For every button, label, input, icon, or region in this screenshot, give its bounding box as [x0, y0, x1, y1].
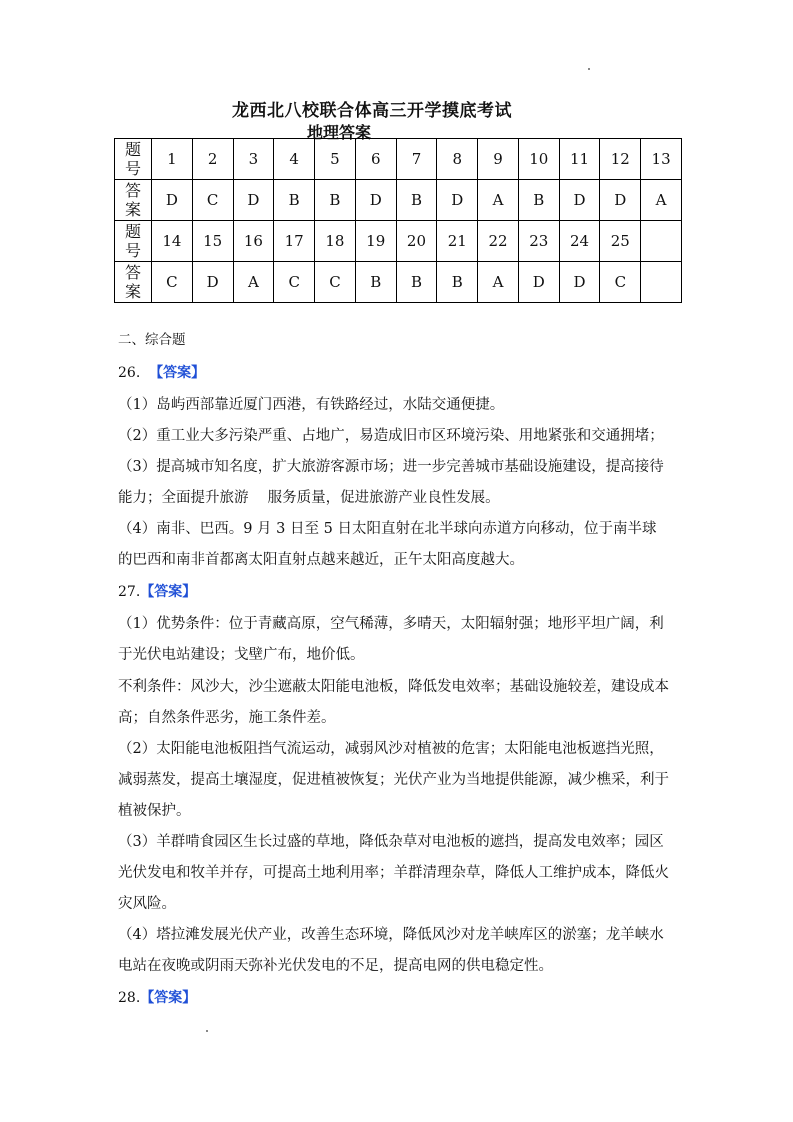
- answer-cell: D: [559, 180, 600, 221]
- answer-line: （3）提高城市知名度，扩大旅游客源市场；进一步完善城市基础设施建设，提高接待: [118, 459, 664, 475]
- question-number-cell: 23: [518, 221, 559, 262]
- answer-cell: B: [437, 262, 478, 303]
- document-title: 龙西北八校联合体高三开学摸底考试: [232, 101, 512, 121]
- question-number-cell: 8: [437, 139, 478, 180]
- answer-line: 光伏发电和牧羊并存，可提高土地利用率；羊群清理杂草，降低人工维护成本，降低火: [118, 865, 669, 881]
- page-speck: [588, 68, 590, 70]
- question-number-cell: 14: [152, 221, 193, 262]
- row-label-question-number: 题 号: [115, 139, 152, 180]
- answer-cell: D: [152, 180, 193, 221]
- question-number-cell: 19: [355, 221, 396, 262]
- question-number-cell: 16: [233, 221, 274, 262]
- answer-cell: C: [274, 262, 315, 303]
- answer-line: （3）羊群啃食园区生长过盛的草地，降低杂草对电池板的遮挡，提高发电效率；园区: [118, 834, 664, 850]
- table-row-question-numbers-1: [115, 139, 682, 180]
- answer-cell: B: [396, 180, 437, 221]
- question-number-cell: 20: [396, 221, 437, 262]
- answer-line: 植被保护。: [118, 803, 191, 819]
- answer-line: 不利条件：风沙大，沙尘遮蔽太阳能电池板，降低发电效率；基础设施较差，建设成本: [118, 679, 669, 695]
- question-number-cell: 13: [641, 139, 682, 180]
- answer-cell: A: [233, 262, 274, 303]
- document-subtitle: 地理答案: [307, 123, 372, 142]
- question-number-cell: 1: [152, 139, 193, 180]
- question-number-cell: 18: [315, 221, 356, 262]
- answer-line: （4）塔拉滩发展光伏产业，改善生态环境，降低风沙对龙羊峡库区的淤塞；龙羊峡水: [118, 927, 664, 943]
- answer-cell: D: [355, 180, 396, 221]
- answer-cell: B: [518, 180, 559, 221]
- question-number-cell: 3: [233, 139, 274, 180]
- row-label-question-number: 题 号: [115, 221, 152, 262]
- answer-cell: C: [315, 262, 356, 303]
- answer-line: 高；自然条件恶劣，施工条件差。: [118, 710, 336, 726]
- answer-cell: A: [478, 180, 519, 221]
- question-number-cell: 21: [437, 221, 478, 262]
- question-number-cell: 5: [315, 139, 356, 180]
- answer-cell: A: [641, 180, 682, 221]
- page-speck: [206, 1030, 208, 1032]
- question-number-cell: 12: [600, 139, 641, 180]
- answer-line: （1）优势条件：位于青藏高原，空气稀薄，多晴天，太阳辐射强；地形平坦广阔，利: [118, 616, 664, 632]
- answer-cell: C: [600, 262, 641, 303]
- answer-cell: D: [192, 262, 233, 303]
- question-number-cell: 9: [478, 139, 519, 180]
- question-number-cell: 22: [478, 221, 519, 262]
- question-number-cell: 7: [396, 139, 437, 180]
- answer-cell: A: [478, 262, 519, 303]
- answer-cell: D: [437, 180, 478, 221]
- question-number-cell: 6: [355, 139, 396, 180]
- empty-cell: [641, 221, 682, 262]
- table-row-answers-2: [115, 262, 682, 303]
- answer-cell: B: [315, 180, 356, 221]
- answer-cell: B: [396, 262, 437, 303]
- question-number-cell: 24: [559, 221, 600, 262]
- answer-line: （2）太阳能电池板阻挡气流运动，减弱风沙对植被的危害；太阳能电池板遮挡光照，: [118, 741, 664, 757]
- answer-cell: D: [600, 180, 641, 221]
- question-heading-27: 27.【答案】: [118, 584, 197, 600]
- question-heading-26: 26. 【答案】: [118, 365, 206, 381]
- answer-cell: D: [233, 180, 274, 221]
- answer-cell: B: [355, 262, 396, 303]
- question-number-cell: 11: [559, 139, 600, 180]
- answer-line: 于光伏电站建设；戈壁广布，地价低。: [118, 647, 365, 663]
- section-heading: 二、综合题: [118, 332, 186, 348]
- table-row-question-numbers-2: [115, 221, 682, 262]
- empty-cell: [641, 262, 682, 303]
- answer-line: 灾风险。: [118, 896, 176, 912]
- question-number-cell: 10: [518, 139, 559, 180]
- answer-line: （1）岛屿西部靠近厦门西港，有铁路经过，水陆交通便捷。: [118, 397, 505, 413]
- table-row-answers-1: [115, 180, 682, 221]
- answer-table: [114, 138, 682, 303]
- question-number-cell: 4: [274, 139, 315, 180]
- question-number-cell: 25: [600, 221, 641, 262]
- question-heading-28: 28.【答案】: [118, 990, 197, 1006]
- question-number-cell: 15: [192, 221, 233, 262]
- question-number-cell: 17: [274, 221, 315, 262]
- answer-line: 能力；全面提升旅游 服务质量，促进旅游产业良性发展。: [118, 490, 500, 506]
- row-label-answer: 答 案: [115, 262, 152, 303]
- answer-cell: D: [518, 262, 559, 303]
- answer-line: 电站在夜晚或阴雨天弥补光伏发电的不足，提高电网的供电稳定性。: [118, 958, 553, 974]
- question-number-cell: 2: [192, 139, 233, 180]
- answer-line: （4）南非、巴西。9 月 3 日至 5 日太阳直射在北半球向赤道方向移动，位于南半球: [118, 521, 657, 537]
- answer-cell: C: [192, 180, 233, 221]
- answer-line: （2）重工业大多污染严重、占地广，易造成旧市区环境污染、用地紧张和交通拥堵；: [118, 428, 664, 444]
- row-label-answer: 答 案: [115, 180, 152, 221]
- answer-cell: C: [152, 262, 193, 303]
- answer-tag: 【答案】: [140, 584, 197, 600]
- answer-cell: D: [559, 262, 600, 303]
- answer-line: 的巴西和南非首都离太阳直射点越来越近，正午太阳高度越大。: [118, 552, 524, 568]
- answer-tag: 【答案】: [149, 365, 206, 381]
- answer-tag: 【答案】: [140, 990, 197, 1006]
- answer-cell: B: [274, 180, 315, 221]
- answer-line: 减弱蒸发，提高土壤湿度，促进植被恢复；光伏产业为当地提供能源，减少樵采，利于: [118, 772, 669, 788]
